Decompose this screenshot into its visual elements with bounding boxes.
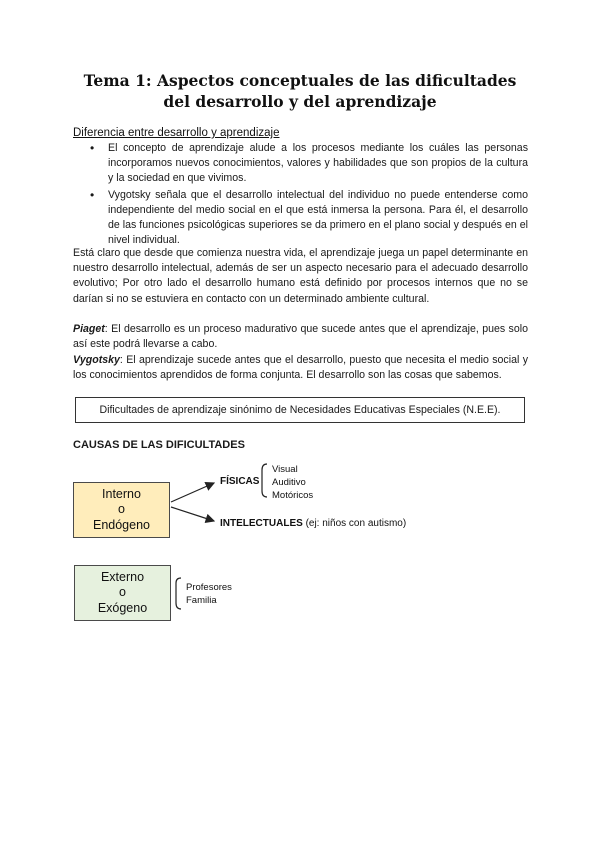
fisicas-item: Auditivo — [272, 477, 306, 488]
intro-paragraph: Está claro que desde que comienza nuestra vida, el aprendizaje juega un papel determinante en nuestro desarrollo intelectual, además de ser un aspecto necesario para el adecuado desarrollo evolutivo; Por otro lado el desarrollo humano está definido por procesos internos que no se darían si no se estuviera en contacto con un determinado ambiente cultural. — [73, 247, 528, 305]
fisicas-item: Visual — [272, 464, 298, 475]
box-line: Interno — [102, 486, 141, 501]
external-cause-box — [74, 565, 171, 621]
box-line: Exógeno — [97, 600, 148, 615]
brace-external — [176, 578, 181, 609]
intelectuales-row — [220, 518, 406, 529]
intelectuales-label: INTELECTUALES — [220, 518, 303, 529]
external-items — [186, 581, 232, 607]
fisicas-item: Motóricos — [272, 490, 314, 501]
document-title: Tema 1: Aspectos conceptuales de las dificultades del desarrollo y del aprendizaje — [83, 71, 517, 111]
bullet-item: • Vygotsky señala que el desarrollo intelectual del individuo no puede entenderse como independiente del medio social en el que está inmersa la persona. Para él, el desarrollo de las funciones psicológicas superiores se da primero en el plano social y después en el nivel individual. — [73, 188, 528, 249]
definition-text: Dificultades de aprendizaje sinónimo de Necesidades Educativas Especiales (N.E.E). — [99, 404, 501, 416]
fisicas-label: FÍSICAS — [220, 476, 260, 487]
fisicas-items — [272, 463, 313, 502]
section-heading: Diferencia entre desarrollo y aprendizaje — [73, 127, 280, 139]
author-text: : El desarrollo es un proceso madurativo que sucede antes que el aprendizaje, pues solo así este podrá llevarse a cabo. — [73, 323, 528, 351]
author-name: Piaget — [73, 323, 105, 335]
box-line: o — [119, 585, 126, 600]
box-line: Externo — [100, 569, 145, 584]
intelectuales-note: (ej: niños con autismo) — [305, 518, 407, 529]
bullet-item: • El concepto de aprendizaje alude a los procesos mediante los cuáles las personas incorporamos nuevos conocimientos, valores y habilidades que son propios de la cultura y la sociedad en que vivimos. — [73, 141, 528, 187]
causes-heading: CAUSAS DE LAS DIFICULTADES — [73, 439, 245, 451]
brace-fisicas — [262, 464, 267, 497]
arrow-fisicas — [171, 483, 214, 502]
external-item: Familia — [186, 595, 217, 606]
box-line: Endógeno — [92, 517, 150, 532]
box-line: o — [118, 502, 125, 517]
external-item: Profesores — [186, 582, 232, 593]
author-name: Vygotsky — [73, 354, 120, 366]
internal-cause-box — [73, 482, 170, 538]
author-text: : El aprendizaje sucede antes que el desarrollo, puesto que necesita el medio social y los conocimientos aprendidos de forma conjunta. El desarrollo son las cosas que sabemos. — [73, 354, 528, 382]
arrow-intelectuales — [171, 507, 214, 521]
